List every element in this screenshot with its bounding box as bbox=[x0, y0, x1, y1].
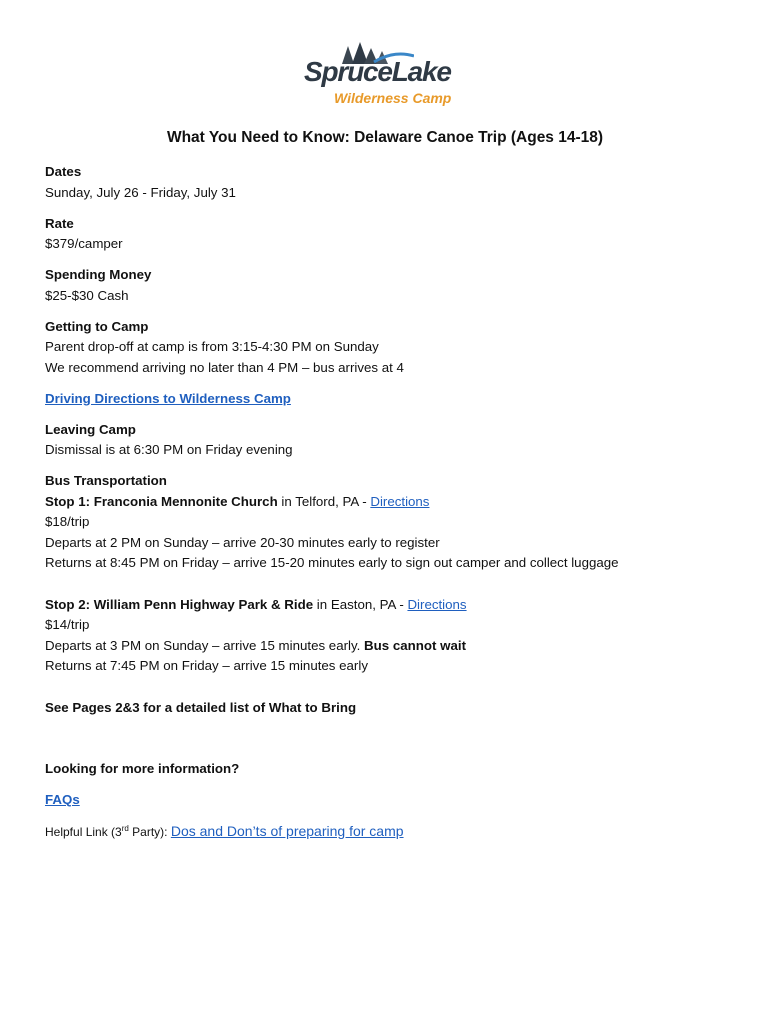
rate-heading: Rate bbox=[45, 215, 74, 231]
stop2-departs-line bbox=[45, 636, 745, 657]
more-info-heading: Looking for more information? bbox=[45, 761, 240, 776]
stop2-departs: Departs at 3 PM on Sunday – arrive 15 minutes early. bbox=[45, 637, 365, 653]
spending-value: $25-$30 Cash bbox=[45, 287, 129, 303]
pages-note: See Pages 2&3 for a detailed list of What to Bring bbox=[45, 699, 357, 715]
stop2-directions-link[interactable]: Directions bbox=[407, 596, 467, 612]
dates-heading: Dates bbox=[45, 164, 82, 179]
leaving-value: Dismissal is at 6:30 PM on Friday evening bbox=[45, 442, 293, 457]
leaving-heading: Leaving Camp bbox=[45, 421, 136, 437]
document-body bbox=[45, 162, 745, 842]
stop2-name: Stop 2: William Penn Highway Park & Ride bbox=[45, 596, 314, 612]
helpful-sup: rd bbox=[121, 824, 129, 833]
stop2-price: $14/trip bbox=[45, 617, 90, 632]
page-title: What You Need to Know: Delaware Canoe Trip (Ages 14-18) bbox=[166, 129, 604, 146]
stop1-price: $18/trip bbox=[45, 514, 90, 529]
logo-subtitle: Wilderness Camp bbox=[334, 90, 452, 106]
stop2-location: in Easton, PA - bbox=[313, 596, 408, 612]
camp-logo bbox=[300, 42, 470, 110]
rate-value: $379/camper bbox=[45, 236, 123, 251]
spending-heading: Spending Money bbox=[45, 267, 152, 282]
getting-heading: Getting to Camp bbox=[45, 318, 149, 334]
dos-and-donts-link[interactable]: Dos and Don’ts of preparing for camp bbox=[170, 823, 404, 839]
faqs-link[interactable]: FAQs bbox=[45, 792, 80, 807]
stop2-line bbox=[45, 595, 745, 616]
stop1-line bbox=[45, 492, 745, 513]
getting-dropoff: Parent drop-off at camp is from 3:15-4:30 PM on Sunday bbox=[45, 339, 379, 354]
helpful-suffix: Party): bbox=[128, 825, 171, 839]
helpful-link-line bbox=[45, 821, 745, 842]
stop1-directions-link[interactable]: Directions bbox=[370, 493, 430, 509]
logo-wordmark: SpruceLake bbox=[304, 56, 451, 87]
stop1-departs: Departs at 2 PM on Sunday – arrive 20-30 minutes early to register bbox=[45, 534, 440, 550]
bus-heading: Bus Transportation bbox=[45, 473, 167, 488]
stop1-name: Stop 1: Franconia Mennonite Church bbox=[45, 493, 278, 509]
stop2-bus-cannot-wait: Bus cannot wait bbox=[364, 637, 467, 653]
stop2-returns: Returns at 7:45 PM on Friday – arrive 15 minutes early bbox=[45, 658, 368, 673]
driving-directions-link[interactable]: Driving Directions to Wilderness Camp bbox=[45, 390, 291, 406]
stop1-location: in Telford, PA - bbox=[277, 493, 371, 509]
dates-value: Sunday, July 26 - Friday, July 31 bbox=[45, 184, 236, 200]
getting-recommend: We recommend arriving no later than 4 PM – bus arrives at 4 bbox=[45, 359, 404, 375]
helpful-prefix: Helpful Link (3 bbox=[45, 825, 122, 839]
stop1-returns: Returns at 8:45 PM on Friday – arrive 15-20 minutes early to sign out camper and collect luggage bbox=[45, 555, 619, 570]
